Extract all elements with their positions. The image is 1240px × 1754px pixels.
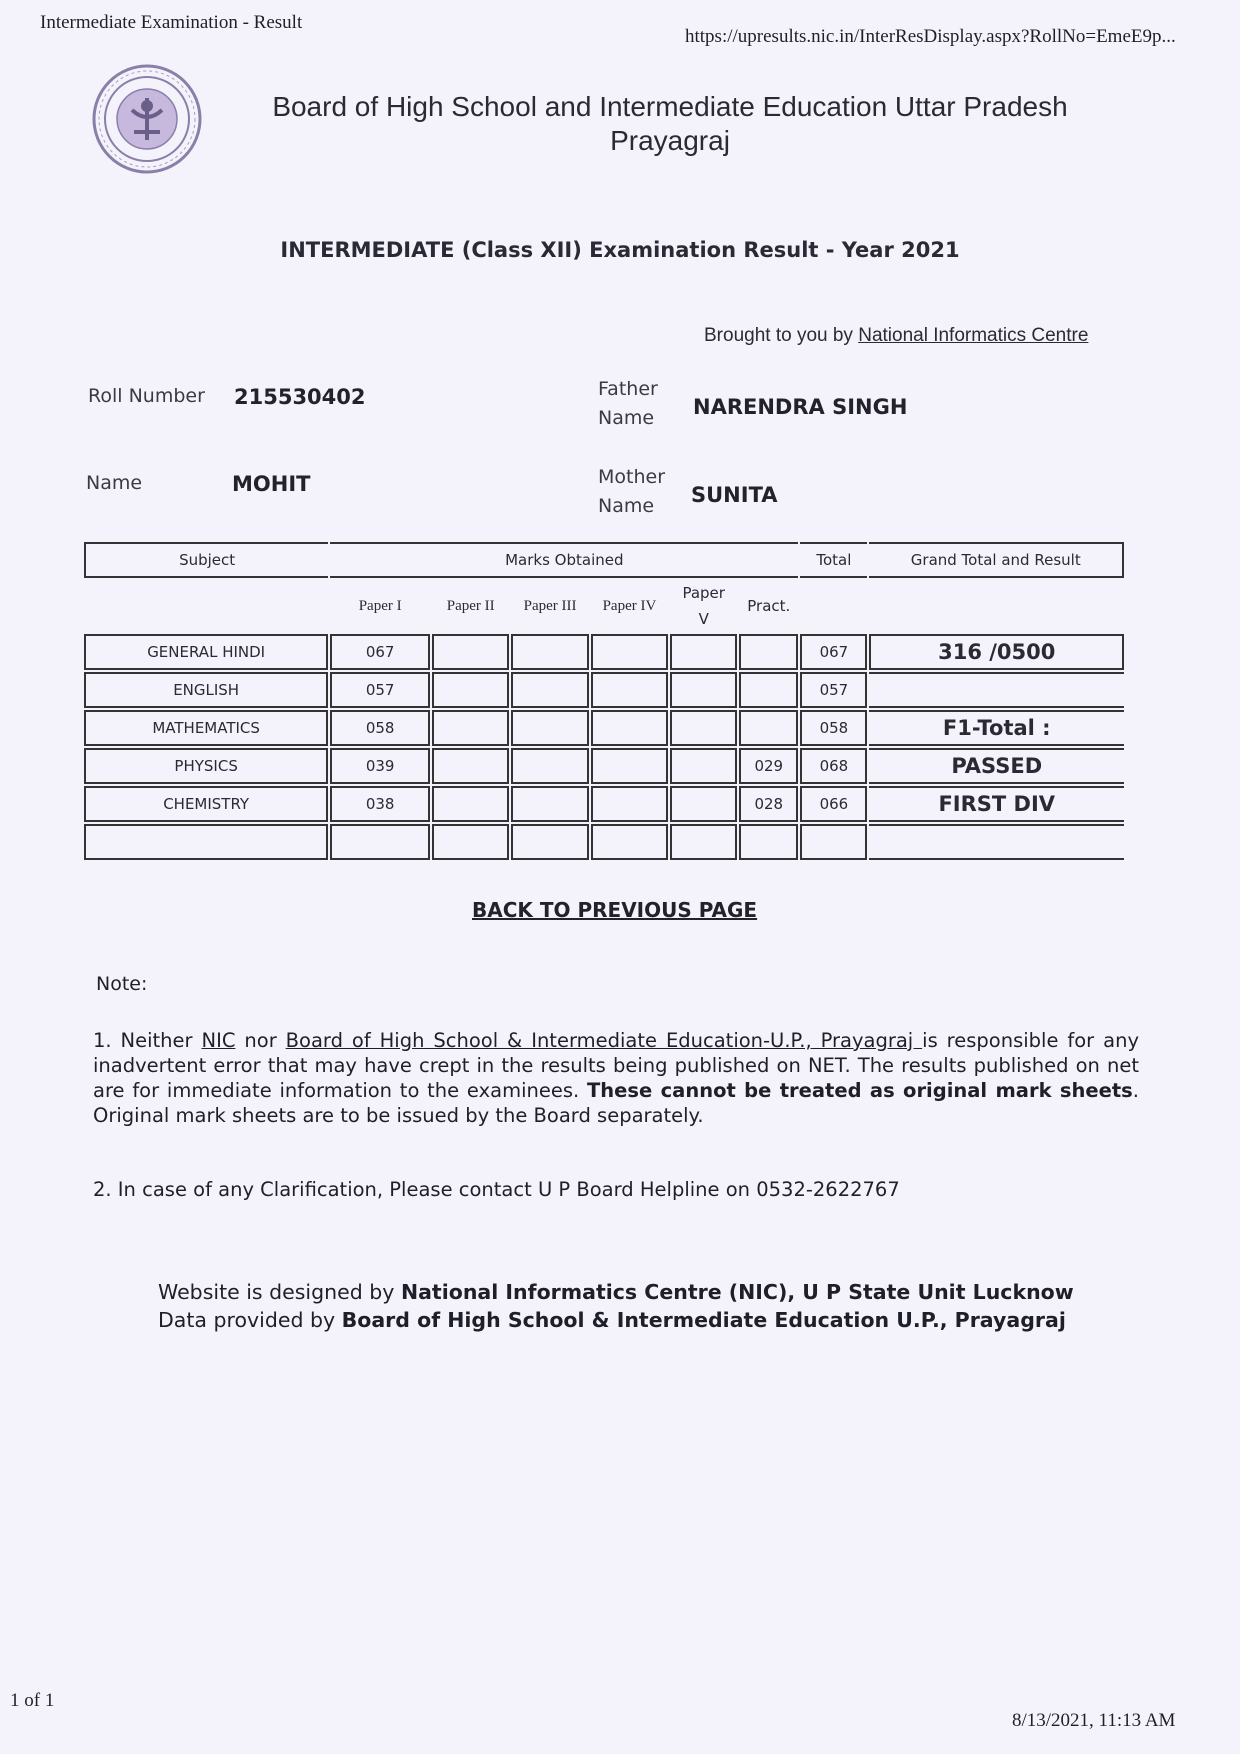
result-status: PASSED xyxy=(869,748,1124,784)
roll-number-value: 215530402 xyxy=(234,385,366,409)
paper-4-header: Paper IV xyxy=(602,597,657,614)
total-cell: 057 xyxy=(800,672,867,708)
page-number: 1 of 1 xyxy=(10,1690,55,1711)
mother-label-line1: Mother xyxy=(598,466,666,488)
paper-2-header: Paper II xyxy=(446,597,495,614)
paper-4-cell xyxy=(591,710,668,746)
total-cell: 058 xyxy=(800,710,867,746)
print-page-title: Intermediate Examination - Result xyxy=(40,12,303,33)
paper-1-header: Paper I xyxy=(358,597,402,614)
paper-1-cell: 039 xyxy=(330,748,430,784)
practical-cell xyxy=(739,672,798,708)
paper-1-cell: 058 xyxy=(330,710,430,746)
grand-total-value: 316 /0500 xyxy=(869,634,1124,670)
board-title-line1: Board of High School and Intermediate Education Uttar Pradesh xyxy=(272,91,1068,122)
subject-cell: ENGLISH xyxy=(84,672,328,708)
board-title xyxy=(240,90,1100,158)
brought-to-you xyxy=(704,325,1088,347)
mother-label-line2: Name xyxy=(598,495,655,517)
paper-5-cell xyxy=(670,824,737,860)
roll-number-label: Roll Number xyxy=(88,385,205,407)
footer-line2-bold: Board of High School & Intermediate Education U.P., Prayagraj xyxy=(341,1308,1066,1332)
total-cell xyxy=(800,824,867,860)
grand-total-header: Grand Total and Result xyxy=(869,542,1124,578)
practical-cell xyxy=(739,634,798,670)
up-board-emblem-icon xyxy=(90,62,204,176)
practical-header: Pract. xyxy=(747,597,791,615)
table-row xyxy=(84,672,1124,708)
footer-line2 xyxy=(158,1306,1074,1334)
paper-5-cell xyxy=(670,786,737,822)
paper-3-cell xyxy=(511,786,588,822)
subject-cell xyxy=(84,824,328,860)
note1-end: . Original mark sheets are to be issued by the Board separately. xyxy=(93,1079,1139,1127)
paper-2-cell xyxy=(432,786,509,822)
back-to-previous-page-link[interactable]: BACK TO PREVIOUS PAGE xyxy=(472,898,758,922)
table-row xyxy=(84,710,1124,746)
note1-prefix: 1. Neither xyxy=(93,1029,202,1052)
practical-cell xyxy=(739,710,798,746)
father-name-label xyxy=(598,375,658,433)
name-value: MOHIT xyxy=(232,472,311,496)
paper-3-header: Paper III xyxy=(523,597,577,614)
footer-line1-prefix: Website is designed by xyxy=(158,1280,401,1304)
paper-1-cell: 067 xyxy=(330,634,430,670)
total-cell: 066 xyxy=(800,786,867,822)
note-2: 2. In case of any Clarification, Please contact U P Board Helpline on 0532-2622767 xyxy=(93,1178,900,1201)
practical-cell: 029 xyxy=(739,748,798,784)
table-row xyxy=(84,824,1124,860)
note-1 xyxy=(93,1028,1139,1128)
nic-link[interactable]: National Informatics Centre xyxy=(858,325,1089,346)
paper-5-cell xyxy=(670,634,737,670)
f1-total-label: F1-Total : xyxy=(869,710,1124,746)
footer-line2-prefix: Data provided by xyxy=(158,1308,342,1332)
paper-3-cell xyxy=(511,672,588,708)
paper-5-header: Paper V xyxy=(682,584,725,628)
division-status: FIRST DIV xyxy=(869,786,1124,822)
subject-header: Subject xyxy=(84,542,328,578)
father-label-line2: Name xyxy=(598,407,655,429)
subject-cell: GENERAL HINDI xyxy=(84,634,328,670)
paper-3-cell xyxy=(511,748,588,784)
paper-2-cell xyxy=(432,748,509,784)
name-label: Name xyxy=(86,472,143,494)
table-row xyxy=(84,786,1124,822)
print-timestamp: 8/13/2021, 11:13 AM xyxy=(1012,1710,1176,1731)
note1-bold: These cannot be treated as original mark sheets xyxy=(586,1079,1133,1102)
total-cell: 067 xyxy=(800,634,867,670)
brought-prefix: Brought to you by xyxy=(704,325,859,346)
paper-2-cell xyxy=(432,634,509,670)
note1-board: Board of High School & Intermediate Education-U.P., Prayagraj xyxy=(285,1029,923,1052)
note-label: Note: xyxy=(96,973,148,995)
subject-cell: CHEMISTRY xyxy=(84,786,328,822)
footer-line1-bold: National Informatics Centre (NIC), U P State Unit Lucknow xyxy=(400,1280,1074,1304)
paper-5-cell xyxy=(670,672,737,708)
paper-3-cell xyxy=(511,710,588,746)
paper-4-cell xyxy=(591,786,668,822)
paper-4-cell xyxy=(591,824,668,860)
table-row xyxy=(84,748,1124,784)
print-url: https://upresults.nic.in/InterResDisplay.aspx?RollNo=EmeE9p... xyxy=(685,26,1176,47)
total-header: Total xyxy=(800,542,867,578)
paper-2-cell xyxy=(432,824,509,860)
mother-name-label xyxy=(598,463,665,521)
note1-rest: is responsible for any inadvertent error that may have crept in the results being published on NET. The results published on net are for immediate information to the examinees. xyxy=(93,1029,1139,1102)
footer-line1 xyxy=(158,1278,1074,1306)
marks-obtained-header: Marks Obtained xyxy=(330,542,798,578)
total-cell: 068 xyxy=(800,748,867,784)
subject-cell: PHYSICS xyxy=(84,748,328,784)
subject-cell: MATHEMATICS xyxy=(84,710,328,746)
paper-2-cell xyxy=(432,672,509,708)
practical-cell: 028 xyxy=(739,786,798,822)
paper-5-cell xyxy=(670,748,737,784)
paper-2-cell xyxy=(432,710,509,746)
grand-result-cell xyxy=(869,672,1124,708)
paper-4-cell xyxy=(591,634,668,670)
paper-1-cell: 057 xyxy=(330,672,430,708)
table-row xyxy=(84,634,1124,670)
paper-3-cell xyxy=(511,824,588,860)
paper-4-cell xyxy=(591,748,668,784)
paper-1-cell xyxy=(330,824,430,860)
father-label-line1: Father xyxy=(598,378,658,400)
mother-name-value: SUNITA xyxy=(691,483,778,507)
practical-cell xyxy=(739,824,798,860)
footer xyxy=(158,1278,1074,1334)
exam-title: INTERMEDIATE (Class XII) Examination Result - Year 2021 xyxy=(280,238,960,262)
board-title-line2: Prayagraj xyxy=(610,125,730,156)
father-name-value: NARENDRA SINGH xyxy=(693,395,908,419)
paper-4-cell xyxy=(591,672,668,708)
note1-nic: NIC xyxy=(201,1029,236,1052)
paper-1-cell: 038 xyxy=(330,786,430,822)
paper-3-cell xyxy=(511,634,588,670)
paper-5-cell xyxy=(670,710,737,746)
note1-nor: nor xyxy=(235,1029,286,1052)
marks-table xyxy=(82,540,1126,862)
grand-empty-cell xyxy=(869,824,1124,860)
